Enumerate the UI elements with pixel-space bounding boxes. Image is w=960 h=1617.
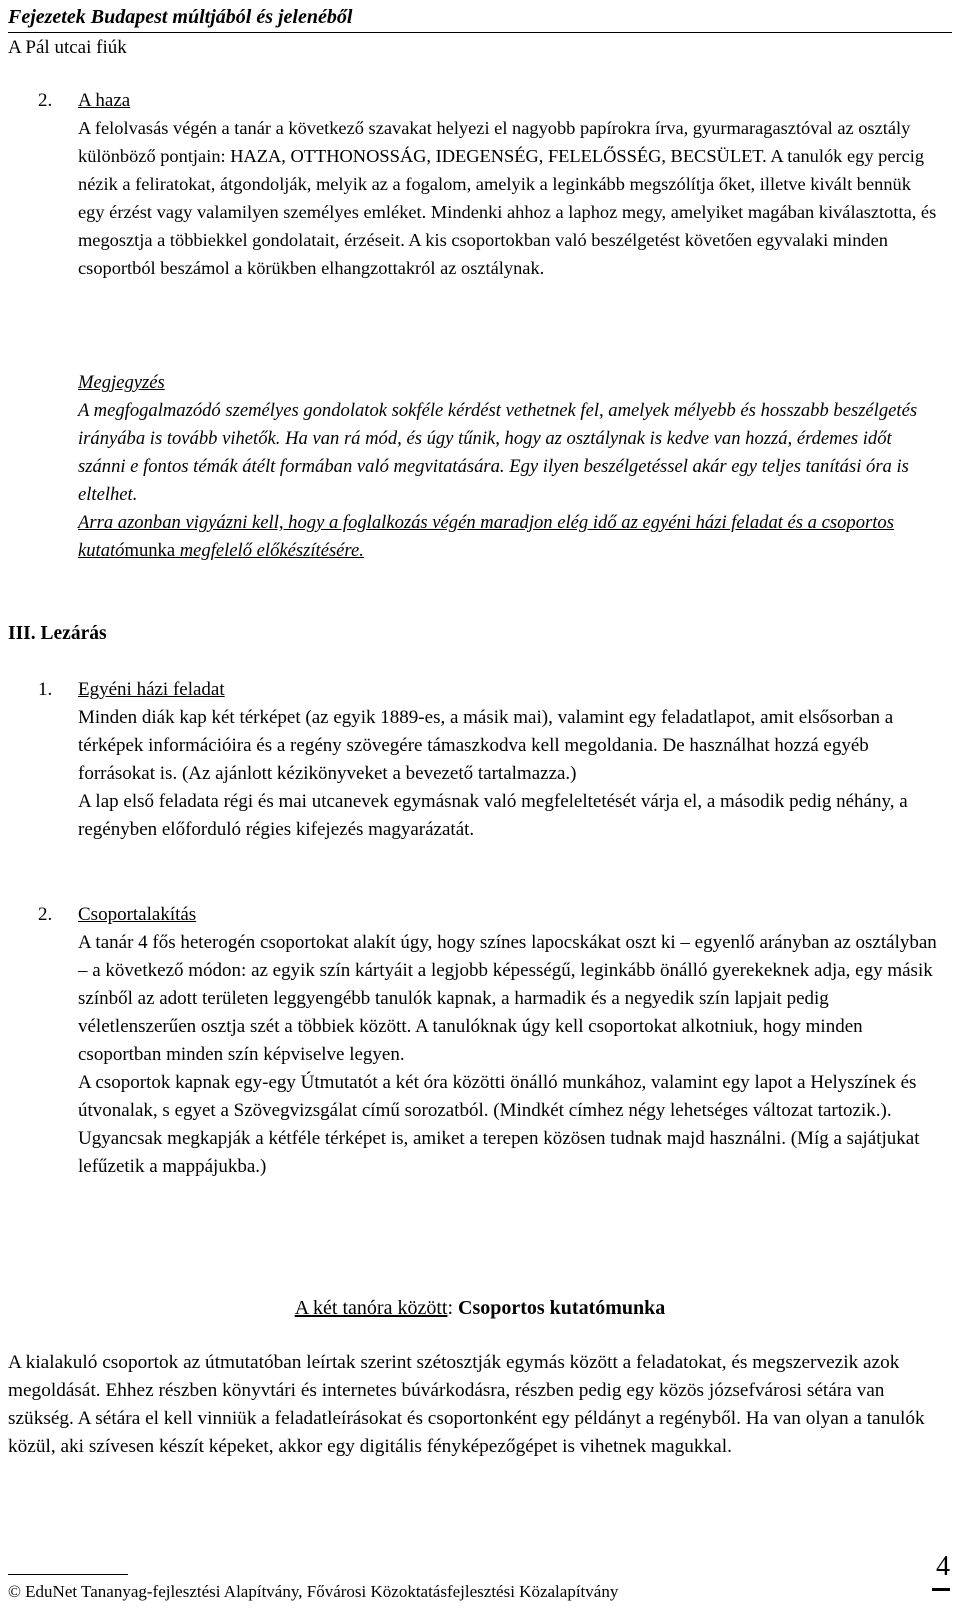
item-group-forming	[38, 901, 938, 1181]
note-label: Megjegyzés	[78, 372, 165, 393]
note-text-2c: megfelelő előkészítésére.	[175, 540, 364, 561]
page-header	[8, 4, 952, 61]
header-title: Fejezetek Budapest múltjából és jelenéből	[8, 6, 353, 28]
section-title: A haza	[78, 90, 131, 111]
page-number: 4	[936, 1551, 950, 1582]
page-number-rule	[932, 1588, 950, 1591]
section-haza	[38, 88, 938, 282]
item-number: 2.	[38, 904, 53, 925]
closing-heading: III. Lezárás	[8, 623, 107, 644]
note-text-2	[78, 509, 938, 565]
note-text-2b: munka	[124, 540, 176, 561]
item-group-forming-body	[78, 929, 938, 1181]
interlude-title: Csoportos kutatómunka	[458, 1297, 666, 1319]
item-title: Csoportalakítás	[78, 904, 197, 925]
item-group-forming-paragraph-1: A tanár 4 fős heterogén csoportokat alakít úgy, hogy színes lapocskákat oszt ki – egyenlő arányban az osztályban – a következő módon: az egyik szín kártyáit a legjobb képességű, leginkább önálló gyerekeknek adja, egy másik színből az adott területen leggyengébb tanulók kapnak, a harmadik és a negyedik szín lapjait pedig véletlenszerűen osztja szét a többiek között. A tanulóknak úgy kell csoportokat alkotniuk, hogy minden csoportban minden szín képviselve legyen.	[78, 932, 937, 1065]
interlude-heading	[0, 1294, 960, 1322]
item-title: Egyéni házi feladat	[78, 679, 225, 700]
item-homework-heading	[38, 676, 938, 704]
item-group-forming-heading	[38, 901, 938, 929]
item-homework-paragraph-1: Minden diák kap két térképet (az egyik 1889-es, a másik mai), valamint egy feladatlapot, amit elsősorban a térképek információira és a regény szövegére támaszkodva kell megoldania. De használhat hozzá egyéb forrásokat is. (Az ajánlott kézikönyveket a bevezető tartalmazza.)	[78, 707, 894, 784]
item-homework-body	[78, 704, 938, 844]
item-homework	[38, 676, 938, 844]
note-text-2a: Arra azonban vigyázni kell, hogy a foglalkozás végén maradjon elég idő az egyéni házi feladat és a csoportos kutató	[78, 512, 894, 561]
item-group-forming-paragraph-2: A csoportok kapnak egy-egy Útmutatót a két óra közötti önálló munkához, valamint egy lapot a Helyszínek és útvonalak, s egyet a Szövegvizsgálat című sorozatból. (Mindkét címhez négy lehetséges változat tartozik.). Ugyancsak megkapják a kétféle térképet is, amiket a terepen közösen tudnak majd használni. (Míg a sajátjukat lefűzetik a mappájukba.)	[78, 1072, 920, 1177]
section-number: 2.	[38, 90, 53, 111]
note-text-1: A megfogalmazódó személyes gondolatok sokféle kérdést vethetnek fel, amelyek mélyebb és hosszabb beszélgetés irányába is tovább vihetők. Ha van rá mód, és úgy tűnik, hogy az osztálynak is kedve van hozzá, érdemes időt szánni e fontos témák átélt formában való megvitatására. Egy ilyen beszélgetéssel akár egy teljes tanítási óra is eltelhet.	[78, 400, 918, 505]
footer-copyright: © EduNet Tananyag-fejlesztési Alapítvány, Fővárosi Közoktatásfejlesztési Közalapítvány	[8, 1582, 619, 1601]
final-paragraph: A kialakuló csoportok az útmutatóban leírtak szerint szétosztják egymás között a feladatokat, és megszervezik azok megoldását. Ehhez részben könyvtári és internetes búvárkodásra, részben pedig egy közös józsefvárosi sétára van szükség. A sétára el kell vinniük a feladatleírásokat és csoportonként egy példányt a regényből. Ha van olyan a tanulók közül, aki szívesen készít képeket, akkor egy digitális fényképezőgépet is vihetnek magukkal.	[8, 1352, 925, 1457]
interlude-prefix: A két tanóra között	[294, 1297, 448, 1319]
section-haza-paragraph: A felolvasás végén a tanár a következő szavakat helyezi el nagyobb papírokra írva, gyurmaragasztóval az osztály különböző pontjain: HAZA, OTTHONOSSÁG, IDEGENSÉG, FELELŐSSÉG, BECSÜLET. A tanulók egy percig nézik a feliratokat, átgondolják, melyik az a fogalom, amelyik a leginkább megszólítja őket, illetve kivált bennük egy érzést vagy valamilyen személyes emléket. Mindenki ahhoz a laphoz megy, amelyiket magában kiválasztotta, és megosztja a többiekkel gondolatait, érzéseit. A kis csoportokban való beszélgetést követően egyvalaki minden csoportból beszámol a körükben elhangzottakról az osztálynak.	[78, 118, 937, 278]
footer-rule	[8, 1574, 128, 1575]
section-haza-heading	[38, 88, 938, 114]
note-block	[78, 369, 938, 565]
interlude-colon: :	[447, 1297, 459, 1319]
item-homework-paragraph-2: A lap első feladata régi és mai utcanevek egymásnak való megfeleltetését várja el, a második pedig néhány, a regényben előforduló régies kifejezés magyarázatát.	[78, 791, 908, 840]
header-rule	[8, 32, 952, 33]
header-subtitle: A Pál utcai fiúk	[8, 37, 127, 58]
item-number: 1.	[38, 679, 53, 700]
